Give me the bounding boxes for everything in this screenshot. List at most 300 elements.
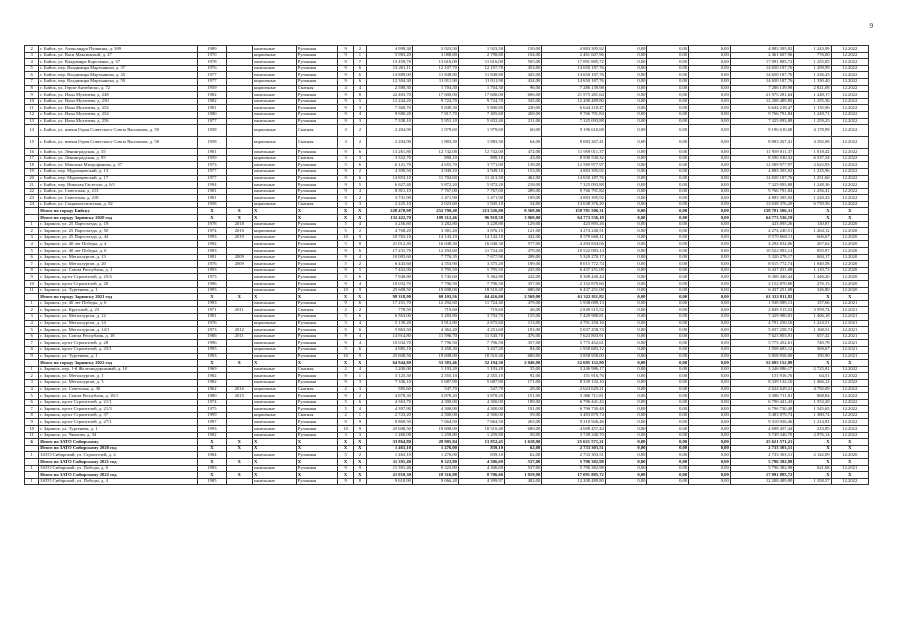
table-cell: 4 883 395,92 xyxy=(542,168,606,175)
table-cell: 0,00 xyxy=(689,465,731,472)
table-cell: г. Заринск, ул. Союза Республик, д. 18 xyxy=(39,333,198,340)
table-cell: 1 704,30 xyxy=(458,85,504,92)
table-row xyxy=(25,373,869,380)
table-cell: 0,00 xyxy=(647,234,689,241)
table-cell: 7 796,50 xyxy=(412,281,458,288)
table-cell: 1981 xyxy=(198,149,226,156)
table-cell: 0,00 xyxy=(605,320,647,327)
table-cell: 0,00 xyxy=(605,366,647,373)
table-cell: 5 775 452,61 xyxy=(730,340,794,347)
table-cell: 3 437,20 xyxy=(458,346,504,353)
table-cell: 0,00 xyxy=(647,313,689,320)
table-cell: 3 125,30 xyxy=(366,373,412,380)
table-cell: панельные xyxy=(252,281,296,288)
table-cell: X xyxy=(794,360,831,367)
table-cell: 17 600,00 xyxy=(458,92,504,99)
table-cell: 0,00 xyxy=(605,399,647,406)
table-cell: 5 xyxy=(338,228,353,235)
table-cell: 1 255,36 xyxy=(794,98,831,105)
table-cell: 4 xyxy=(353,111,366,118)
table-cell: 0,00 xyxy=(689,234,731,241)
table-cell: 1981 xyxy=(198,188,226,195)
table-cell: г. Заринск, ул. 25 Партсъезда, д. 50 xyxy=(39,228,198,235)
table-cell: 7 325 093,88 xyxy=(730,118,794,125)
table-cell: X xyxy=(831,360,868,367)
table-cell: г. Бийск, ул. Ильи Мухачева, д. 256 xyxy=(39,118,198,125)
table-cell: 9 xyxy=(338,419,353,426)
table-row xyxy=(25,182,869,189)
table-row xyxy=(25,72,869,79)
table-cell: 1981 xyxy=(198,254,226,261)
table-cell: 5 xyxy=(338,241,353,248)
table-cell xyxy=(226,59,252,66)
table-cell: 3 xyxy=(353,155,366,162)
table-cell: 9 xyxy=(338,465,353,472)
table-cell: 2012 xyxy=(226,327,252,334)
table-cell: 3 xyxy=(353,386,366,393)
table-cell: 151 916,76 xyxy=(730,373,794,380)
table-cell: 4 791 250,16 xyxy=(730,320,794,327)
table-cell: 6 443,60 xyxy=(366,261,412,268)
table-cell: Рулонная xyxy=(296,72,338,79)
table-cell: 5 xyxy=(338,162,353,169)
table-cell: 11 413,50 xyxy=(458,175,504,182)
table-cell: Рулонная xyxy=(296,111,338,118)
table-row xyxy=(25,228,869,235)
table-cell: 0,00 xyxy=(689,287,731,294)
table-cell: 505,00 xyxy=(505,59,542,66)
table-cell xyxy=(226,149,252,156)
table-cell: 2 500,00 xyxy=(412,412,458,419)
table-cell: 1 545,65 xyxy=(794,406,831,413)
table-cell: 0,00 xyxy=(689,98,731,105)
table-cell: 64,00 xyxy=(505,137,542,149)
table-cell: 7 623 803,91 xyxy=(730,333,794,340)
table-cell: X xyxy=(226,445,252,452)
table-cell: 1982 xyxy=(198,432,226,439)
table-cell: 2 622,93 xyxy=(794,162,831,169)
table-cell: 0,00 xyxy=(647,168,689,175)
table-cell: 13 638 376,20 xyxy=(730,201,794,208)
table-cell: 14 889,00 xyxy=(366,72,412,79)
table-cell: X xyxy=(794,439,831,446)
table-cell: г. Заринск, ул. Металлургов, д. 13 xyxy=(39,254,198,261)
table-cell: 1997 xyxy=(198,419,226,426)
table-cell: 1 209,99 xyxy=(794,65,831,72)
table-cell: 0,00 xyxy=(689,439,731,446)
table-cell: 3 xyxy=(338,432,353,439)
table-cell: X xyxy=(831,472,868,479)
table-cell: 1 248,36 xyxy=(794,182,831,189)
table-cell: 11 545,70 xyxy=(458,333,504,340)
table-cell: 5 872,20 xyxy=(458,182,504,189)
table-cell: 0,00 xyxy=(647,406,689,413)
table-cell: 0,00 xyxy=(689,188,731,195)
table-cell: X xyxy=(296,439,338,446)
table-cell: X xyxy=(831,208,868,215)
table-cell: 218,00 xyxy=(505,182,542,189)
table-row xyxy=(25,313,869,320)
table-cell: 1977 xyxy=(198,168,226,175)
table-cell: 1993 xyxy=(198,353,226,360)
table-cell xyxy=(226,274,252,281)
table-cell: 17 xyxy=(25,155,39,162)
table-cell: 3 912,80 xyxy=(412,320,458,327)
table-cell: 1 260,00 xyxy=(366,432,412,439)
table-cell: 8 308 440,44 xyxy=(730,274,794,281)
table-cell: 13 261,11 xyxy=(366,65,412,72)
table-cell xyxy=(226,419,252,426)
table-cell: 69 103,56 xyxy=(412,294,458,301)
table-cell xyxy=(226,92,252,99)
table-cell xyxy=(25,445,39,452)
table-cell: 0,00 xyxy=(647,346,689,353)
table-cell: г. Заринск, ул. Тургенева, д. 1 xyxy=(39,287,198,294)
table-cell: 0,00 xyxy=(605,459,647,466)
table-cell: 0,00 xyxy=(647,320,689,327)
table-cell: 2 461 607,96 xyxy=(542,52,606,59)
table-cell: 9 xyxy=(338,78,353,85)
table-cell: 139,00 xyxy=(505,162,542,169)
table-row xyxy=(25,478,869,485)
table-cell: 12 742,00 xyxy=(458,149,504,156)
table-cell: 9 xyxy=(338,72,353,79)
table-cell: 6 xyxy=(353,248,366,255)
table-cell: 9 xyxy=(338,254,353,261)
table-row xyxy=(25,46,869,53)
table-cell: Рулонная xyxy=(296,175,338,182)
table-row xyxy=(25,261,869,268)
table-cell: 4 xyxy=(353,340,366,347)
table-cell: Рулонная xyxy=(296,162,338,169)
table-cell: 1 248,17 xyxy=(794,92,831,99)
table-cell: 2 xyxy=(25,46,39,53)
table-cell: 9 xyxy=(338,478,353,485)
table-cell: 9 xyxy=(25,92,39,99)
table-cell: 9 724,70 xyxy=(412,98,458,105)
table-row xyxy=(25,287,869,294)
table-cell: 9 xyxy=(25,353,39,360)
table-cell: Итого по ЗАТО Сибирскому 2020 год xyxy=(39,445,198,452)
table-cell: 0,00 xyxy=(605,59,647,66)
table-row xyxy=(25,465,869,472)
table-cell: 4 985,10 xyxy=(366,346,412,353)
table-cell: 2 xyxy=(353,452,366,459)
table-cell: 2 500,00 xyxy=(458,412,504,419)
table-cell: панельные xyxy=(252,452,296,459)
table-cell: 719,60 xyxy=(412,307,458,314)
table-cell: кирпичные xyxy=(252,412,296,419)
table-cell xyxy=(226,182,252,189)
table-cell: 5 362,80 xyxy=(458,274,504,281)
table-row xyxy=(25,399,869,406)
table-cell: 10 xyxy=(338,287,353,294)
table-cell: 1982 xyxy=(198,98,226,105)
table-cell: 0,00 xyxy=(605,168,647,175)
table-row xyxy=(25,281,869,288)
table-cell: 1 xyxy=(25,478,39,485)
table-cell: 1 220,33 xyxy=(794,195,831,202)
table-cell: 1 406,18 xyxy=(794,313,831,320)
table-cell xyxy=(226,52,252,59)
table-cell: 14 650 187,76 xyxy=(542,175,606,182)
table-cell: 2 xyxy=(353,195,366,202)
table-cell: 0,00 xyxy=(689,201,731,208)
table-body xyxy=(25,46,869,485)
table-cell xyxy=(226,111,252,118)
table-cell: 1 224,51 xyxy=(794,320,831,327)
table-cell: 5 851,10 xyxy=(412,118,458,125)
table-cell: г. Заринск, пр-кт Строителей, д. 25/4 xyxy=(39,274,198,281)
table-cell: 7 336,10 xyxy=(366,379,412,386)
table-cell: панельные xyxy=(252,59,296,66)
table-cell: X xyxy=(198,215,226,222)
table-cell: 0,00 xyxy=(647,472,689,479)
table-cell: 11 xyxy=(25,432,39,439)
table-cell: 3 876,10 xyxy=(458,228,504,235)
table-cell: 0,00 xyxy=(689,182,731,189)
table-cell: 6 437 251,08 xyxy=(542,267,606,274)
table-cell: 11 xyxy=(25,105,39,112)
table-cell: 12.2021 xyxy=(831,313,868,320)
table-cell: 1999 xyxy=(198,412,226,419)
table-cell: 25 608,50 xyxy=(366,426,412,433)
table-cell: г. Бийск, пер. Муромцевский, д. 17 xyxy=(39,175,198,182)
table-cell: 2 733 303,51 xyxy=(730,452,794,459)
table-cell: 3 386 711,81 xyxy=(542,393,606,400)
table-cell: X xyxy=(296,215,338,222)
table-cell: 680,00 xyxy=(505,353,542,360)
table-cell: 547,70 xyxy=(412,386,458,393)
table-cell: 4 300,00 xyxy=(458,406,504,413)
table-cell: г. Заринск, ул. Металлургов, д. 14/1 xyxy=(39,327,198,334)
table-cell: 0,00 xyxy=(689,155,731,162)
table-cell: 2 040,00 xyxy=(505,360,542,367)
table-cell: 1994 xyxy=(198,182,226,189)
table-cell: 0,00 xyxy=(689,248,731,255)
table-cell: 4 878,30 xyxy=(366,393,412,400)
table-cell: 5 xyxy=(338,327,353,334)
table-cell: 4 883 395,92 xyxy=(542,195,606,202)
table-cell: г. Заринск, ул. Металлургов, д. 1 xyxy=(39,373,198,380)
table-cell: 19 xyxy=(25,168,39,175)
table-cell: 0,00 xyxy=(647,353,689,360)
table-cell: 855,97 xyxy=(794,248,831,255)
table-cell: 2 733 303,51 xyxy=(730,445,794,452)
table-cell: 3 858 958,00 xyxy=(542,353,606,360)
table-cell: 113,00 xyxy=(505,320,542,327)
table-cell: 479,00 xyxy=(505,300,542,307)
table-cell xyxy=(226,287,252,294)
table-cell xyxy=(226,168,252,175)
table-cell: 11 391,40 xyxy=(366,465,412,472)
table-cell: 12.2020 xyxy=(831,281,868,288)
table-cell: 472,00 xyxy=(505,149,542,156)
table-cell: 6 563,00 xyxy=(366,313,412,320)
table-row xyxy=(25,234,869,241)
table-cell: 0,00 xyxy=(605,201,647,208)
table-cell: 3 xyxy=(25,234,39,241)
table-cell: 11 704,60 xyxy=(412,175,458,182)
table-cell: 9 323,80 xyxy=(412,465,458,472)
table-cell: 4 698 457,44 xyxy=(542,426,606,433)
table-cell: 6 121,70 xyxy=(366,162,412,169)
table-row xyxy=(25,195,869,202)
table-cell: 3 246 986,17 xyxy=(730,366,794,373)
table-cell: 778,50 xyxy=(366,307,412,314)
table-cell: 11 011,90 xyxy=(412,78,458,85)
table-cell: 16 xyxy=(25,149,39,156)
table-cell xyxy=(25,459,39,466)
table-cell: Итого по ЗАТО Сибирскому xyxy=(39,439,198,446)
table-cell: 7 360,70 xyxy=(366,105,412,112)
table-cell: г. Заринск, пр-кт Строителей, д. 28 xyxy=(39,340,198,347)
table-cell: 7 286 139,98 xyxy=(730,85,794,92)
table-cell: 0,00 xyxy=(647,432,689,439)
table-cell: X xyxy=(353,208,366,215)
table-row xyxy=(25,137,869,149)
table-row xyxy=(25,274,869,281)
table-cell: 7 338,10 xyxy=(366,118,412,125)
table-cell: 12 589 977,97 xyxy=(542,162,606,169)
table-cell: 3 352,70 xyxy=(366,155,412,162)
table-cell: панельные xyxy=(252,195,296,202)
table-cell: 0,00 xyxy=(647,65,689,72)
table-cell: 10 xyxy=(25,281,39,288)
table-cell: 0,00 xyxy=(605,208,647,215)
table-cell: 453,00 xyxy=(505,65,542,72)
table-cell: 2 204,90 xyxy=(366,137,412,149)
table-cell: 10 xyxy=(25,98,39,105)
table-cell: г. Заринск, ул. 40 лет Победы, д. 6 xyxy=(39,300,198,307)
table-cell: 5 xyxy=(338,320,353,327)
table-cell: 0,00 xyxy=(605,340,647,347)
table-cell: 2 xyxy=(338,412,353,419)
table-cell: 0,00 xyxy=(689,320,731,327)
table-cell: 7 325 093,88 xyxy=(730,182,794,189)
table-cell xyxy=(226,406,252,413)
table-cell: 12 208 489,80 xyxy=(542,478,606,485)
table-cell: 0,00 xyxy=(689,366,731,373)
table-cell: 1 259,80 xyxy=(412,432,458,439)
table-cell: 5 139,20 xyxy=(366,320,412,327)
table-cell: Рулонная xyxy=(296,234,338,241)
table-cell: 17 600,00 xyxy=(412,92,458,99)
table-cell: 2 821,08 xyxy=(794,85,831,92)
table-cell: г. Бийск, ул. Васи Максимовой, д. 27 xyxy=(39,52,198,59)
table-cell: 2 xyxy=(353,261,366,268)
table-cell: 12 292,60 xyxy=(412,300,458,307)
table-cell: 0,00 xyxy=(647,215,689,222)
table-cell: 2 xyxy=(353,125,366,137)
table-row xyxy=(25,175,869,182)
table-cell: 33 864,80 xyxy=(366,439,412,446)
table-cell: 0,00 xyxy=(605,221,647,228)
table-cell xyxy=(226,267,252,274)
table-cell: панельные xyxy=(252,432,296,439)
table-cell: 0,00 xyxy=(605,215,647,222)
table-cell: 9 xyxy=(338,118,353,125)
table-cell: 6 796 441,43 xyxy=(730,399,794,406)
table-row xyxy=(25,52,869,59)
table-cell: 0,00 xyxy=(689,137,731,149)
table-row xyxy=(25,333,869,340)
table-cell: 0,00 xyxy=(605,175,647,182)
table-cell: г. Заринск, пр-кт Строителей, д. 27/1 xyxy=(39,419,198,426)
table-cell: панельные xyxy=(252,465,296,472)
table-cell: г. Бийск, ул. Советская, д. 213 xyxy=(39,188,198,195)
table-cell: 3 xyxy=(338,201,353,208)
table-cell: 9 xyxy=(338,46,353,53)
table-cell: X xyxy=(198,208,226,215)
table-cell: 5 796 382,98 xyxy=(730,459,794,466)
table-cell xyxy=(226,155,252,162)
table-cell: 5 xyxy=(338,221,353,228)
table-cell: панельные xyxy=(252,426,296,433)
table-cell: 12 292,60 xyxy=(412,248,458,255)
table-cell: 263,00 xyxy=(505,419,542,426)
table-cell: 2 xyxy=(338,307,353,314)
table-cell: 0,00 xyxy=(647,399,689,406)
table-cell: 719,60 xyxy=(458,307,504,314)
table-cell: 1 235,96 xyxy=(794,168,831,175)
table-cell: 10 522 083,14 xyxy=(542,248,606,255)
table-cell: X xyxy=(338,294,353,301)
table-cell: 14 650 187,76 xyxy=(730,65,794,72)
table-cell: Рулонная xyxy=(296,300,338,307)
table-cell: 59,00 xyxy=(505,412,542,419)
table-cell: 2 152 870,60 xyxy=(730,281,794,288)
table-cell: 0,00 xyxy=(689,105,731,112)
table-cell: 9 xyxy=(338,182,353,189)
table-row xyxy=(25,208,869,215)
table-cell: 2 723,20 xyxy=(366,412,412,419)
table-cell: X xyxy=(198,360,226,367)
table-cell: Итого по городу Бийску xyxy=(39,208,198,215)
table-cell: Итого по городу Заринску 2020 год xyxy=(39,215,198,222)
table-cell: Рулонная xyxy=(296,241,338,248)
table-row xyxy=(25,432,869,439)
table-cell: 1 200,00 xyxy=(366,366,412,373)
table-cell: 0,00 xyxy=(647,267,689,274)
table-cell: 13 xyxy=(25,118,39,125)
table-cell: 24 xyxy=(25,201,39,208)
table-row xyxy=(25,248,869,255)
table-cell: 14 650 187,76 xyxy=(542,65,606,72)
table-cell: 151 916,76 xyxy=(542,373,606,380)
table-cell: 0,00 xyxy=(689,300,731,307)
table-cell: 1980 xyxy=(198,393,226,400)
table-cell xyxy=(226,399,252,406)
table-cell: 0,00 xyxy=(689,353,731,360)
table-cell: X xyxy=(353,360,366,367)
table-cell xyxy=(226,320,252,327)
table-cell: 61 322 811,82 xyxy=(730,294,794,301)
table-cell: Рулонная xyxy=(296,105,338,112)
table-cell: 230,00 xyxy=(505,105,542,112)
table-cell: 0,00 xyxy=(605,92,647,99)
table-cell: 2 xyxy=(353,228,366,235)
table-cell: 14 650 187,76 xyxy=(730,72,794,79)
table-cell xyxy=(226,72,252,79)
table-cell: 18 510,40 xyxy=(458,353,504,360)
table-cell: 3 xyxy=(353,432,366,439)
table-cell: 0,00 xyxy=(689,373,731,380)
table-cell xyxy=(226,379,252,386)
table-cell: 5 800,80 xyxy=(458,105,504,112)
table-cell: 2 976,14 xyxy=(794,432,831,439)
table-cell: 17 091 885,72 xyxy=(542,59,606,66)
